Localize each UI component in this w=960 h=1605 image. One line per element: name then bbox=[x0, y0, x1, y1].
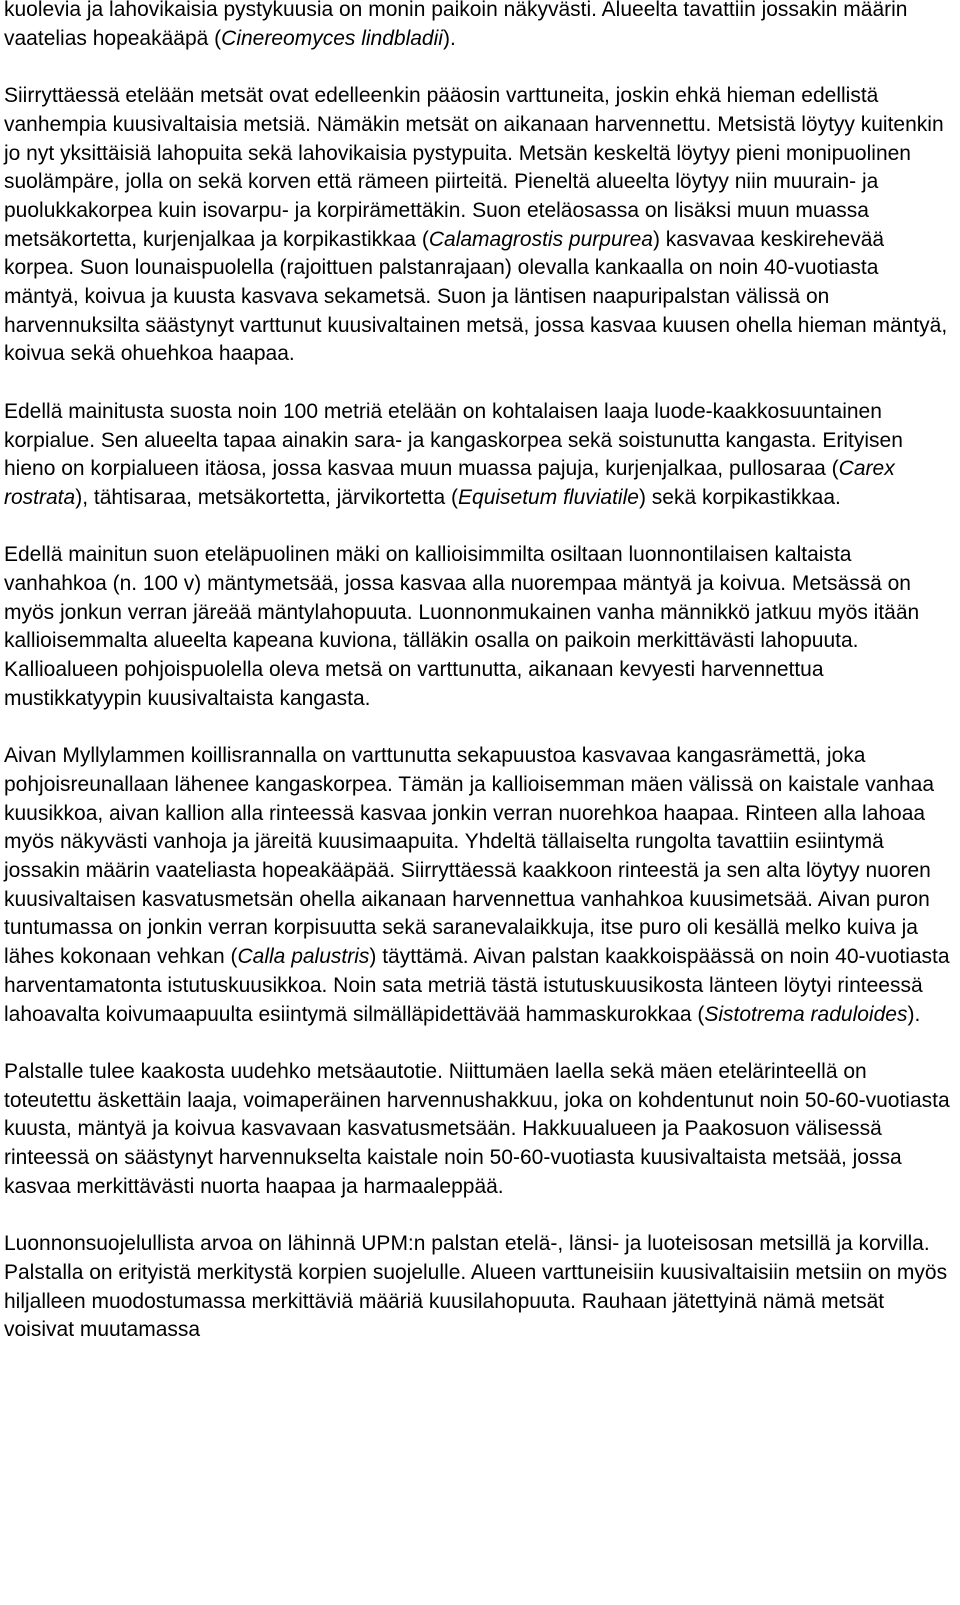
species-name: Sistotrema raduloides bbox=[704, 1002, 908, 1026]
paragraph bbox=[4, 0, 950, 53]
paragraph-text: ), tähtisaraa, metsäkortetta, järvikortetta ( bbox=[75, 485, 459, 509]
paragraph bbox=[4, 541, 950, 713]
paragraph-text: kuolevia ja lahovikaisia pystykuusia on monin paikoin näkyvästi. Alueelta tavattiin jossakin määrin vaatelias hopeakääpä ( bbox=[4, 0, 908, 50]
paragraph bbox=[4, 742, 950, 1029]
paragraph-text: Palstalle tulee kaakosta uudehko metsäautotie. Niittumäen laella sekä mäen etelärinteellä on toteutettu äskettäin laaja, voimaperäinen harvennushakkuu, joka on kohdentunut noin 50-60-vuotiasta kuusta, mäntyä ja koivua kasvavaan kasvatusmetsään. Hakkuualueen ja Paakosuon välisessä rinteessä on säästynyt harvennukselta kaistale noin 50-60-vuotiasta kuusivaltaista metsää, jossa kasvaa merkittävästi nuorta haapaa ja harmaaleppää. bbox=[4, 1059, 950, 1198]
paragraph-text: Luonnonsuojelullista arvoa on lähinnä UPM:n palstan etelä-, länsi- ja luoteisosan metsillä ja korvilla. Palstalla on erityistä merkitystä korpien suojelulle. Alueen varttuneisiin kuusivaltaisiin metsiin on myös hiljalleen muodostumassa merkittäviä määriä kuusilahopuuta. Rauhaan jätettyinä nämä metsät voisivat muutamassa bbox=[4, 1232, 948, 1342]
paragraph-text: Aivan Myllylammen koillisrannalla on varttunutta sekapuustoa kasvavaa kangasrämettä, joka pohjoisreunallaan lähenee kangaskorpea. Tämän ja kallioisemman mäen välissä on kaistale vanhaa kuusikkoa, aivan kallion alla rinteessä kasvaa jonkin verran nuorehkoa haapaa. Rinteen alla lahoaa myös näkyvästi vanhoja ja järeitä kuusimaapuita. Yhdeltä tällaiselta rungolta tavattiin esiintymä jossakin määrin vaateliasta hopeakääpää. Siirryttäessä kaakkoon rinteestä ja sen alta löytyy nuoren kuusivaltaisen kasvatusmetsän ohella aikanaan harvennettua vanhahkoa kuusimetsää. Aivan puron tuntumassa on jonkin verran korpisuutta sekä saranevalaikkuja, itse puro oli kesällä melko kuiva ja lähes kokonaan vehkan ( bbox=[4, 744, 935, 969]
paragraph-text: Edellä mainitusta suosta noin 100 metriä etelään on kohtalaisen laaja luode-kaakkosuuntainen korpialue. Sen alueelta tapaa ainakin sara- ja kangaskorpea sekä soistunutta kangasta. Erityisen hieno on korpialueen itäosa, jossa kasvaa muun muassa pajuja, kurjenjalkaa, pullosaraa ( bbox=[4, 399, 903, 481]
species-name: Calla palustris bbox=[237, 945, 370, 969]
paragraph-text: ) sekä korpikastikkaa. bbox=[638, 485, 841, 509]
species-name: Calamagrostis purpurea bbox=[428, 227, 653, 251]
document-page bbox=[4, 0, 950, 1374]
paragraph-text: ). bbox=[442, 26, 456, 50]
paragraph bbox=[4, 82, 950, 369]
species-name: Carex rostrata bbox=[4, 457, 895, 509]
paragraph-text: ). bbox=[907, 1002, 921, 1026]
paragraph bbox=[4, 1230, 950, 1345]
paragraph-text: ) täyttämä. Aivan palstan kaakkoispäässä on noin 40-vuotiasta harventamatonta istutuskuusikkoa. Noin sata metriä tästä istutuskuusikosta länteen löytyi rinteessä lahoavalta koivumaapuulta esiintymä silmälläpidettävää hammaskurokkaa ( bbox=[4, 945, 950, 1026]
paragraph-text: Siirryttäessä etelään metsät ovat edelleenkin pääosin varttuneita, joskin ehkä hieman edellistä vanhempia kuusivaltaisia metsiä. Nämäkin metsät on aikanaan harvennettu. Metsistä löytyy kuitenkin jo nyt yksittäisiä lahopuita sekä lahovikaisia pystypuita. Metsän keskeltä löytyy pieni monipuolinen suolämpäre, jolla on sekä korven että rämeen piirteitä. Pieneltä alueelta löytyy niin muurain- ja puolukkakorpea kuin isovarpu- ja korpirämettäkin. Suon eteläosassa on lisäksi muun muassa metsäkortetta, kurjenjalkaa ja korpikastikkaa ( bbox=[4, 84, 944, 251]
paragraph bbox=[4, 1058, 950, 1202]
paragraph-text: Edellä mainitun suon eteläpuolinen mäki on kallioisimmilta osiltaan luonnontilaisen kaltaista vanhahkoa (n. 100 v) mäntymetsää, jossa kasvaa alla nuorempaa mäntyä ja koivua. Metsässä on myös jonkun verran järeää mäntylahopuuta. Luonnonmukainen vanha männikkö jatkuu myös itään kallioisemmalta alueelta kapeana kuviona, tälläkin osalla on paikoin merkittävästi lahopuuta. Kallioalueen pohjoispuolella oleva metsä on varttunutta, aikanaan kevyesti harvennettua mustikkatyypin kuusivaltaista kangasta. bbox=[4, 543, 920, 710]
paragraph-text: ) kasvavaa keskirehevää korpea. Suon lounaispuolella (rajoittuen palstanrajaan) olevalla kankaalla on noin 40-vuotiasta mäntyä, koivua ja kuusta kasvava sekametsä. Suon ja läntisen naapuripalstan välissä on harvennuksilta säästynyt varttunut kuusivaltainen metsä, jossa kasvaa kuusen ohella hieman mäntyä, koivua sekä ohuehkoa haapaa. bbox=[4, 227, 948, 366]
species-name: Equisetum fluviatile bbox=[458, 485, 639, 509]
species-name: Cinereomyces lindbladii bbox=[221, 26, 443, 50]
paragraph bbox=[4, 398, 950, 513]
